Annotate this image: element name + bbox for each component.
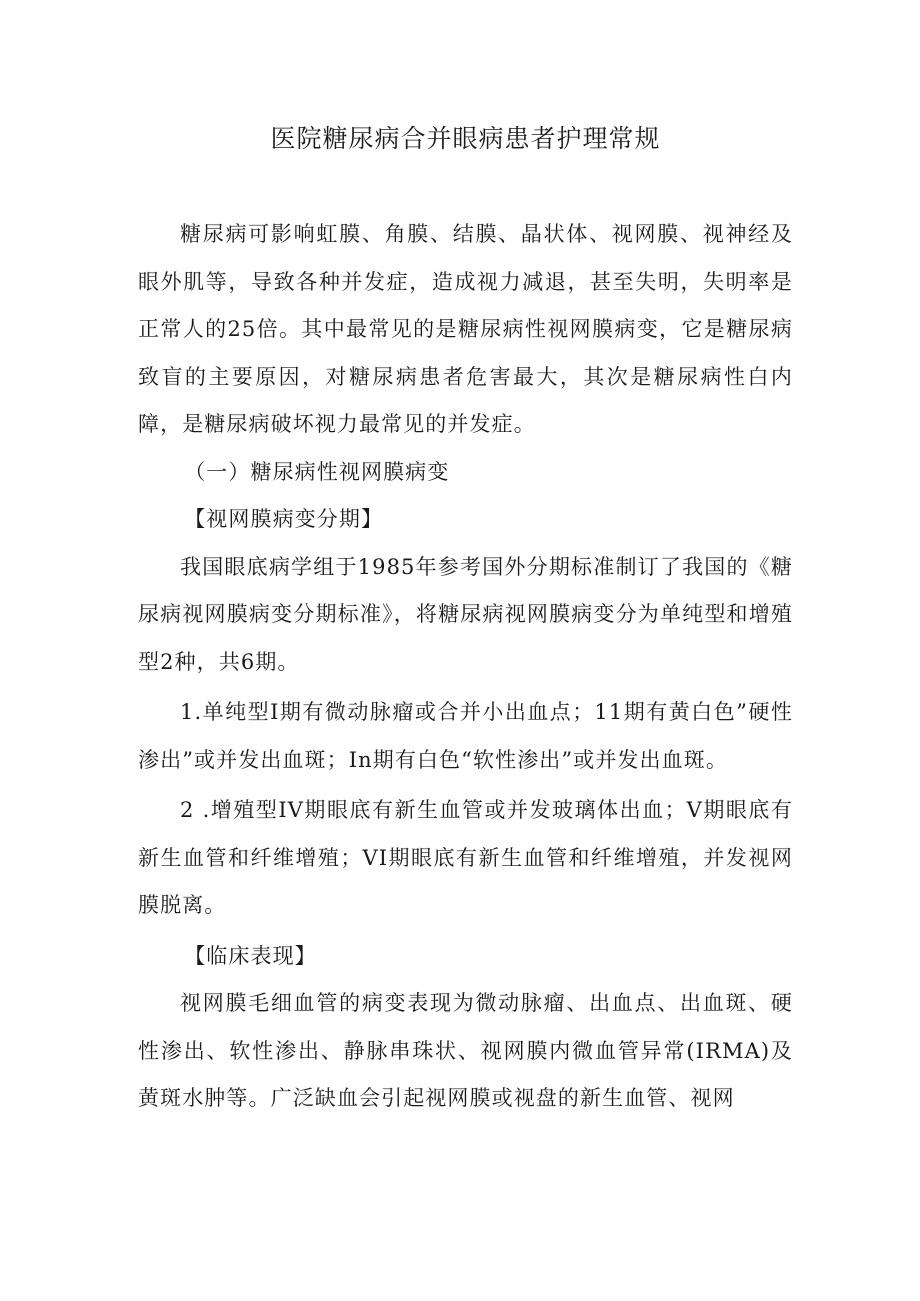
paragraph-clinical: 视网膜毛细血管的病变表现为微动脉瘤、出血点、出血斑、硬性渗出、软性渗出、静脉串珠状、视网膜内微血管异常(IRMA)及黄斑水肿等。广泛缺血会引起视网膜或视盘的新生血管、视网 xyxy=(138,991,793,1110)
subheading-staging: 【视网膜病变分期】 xyxy=(184,507,384,531)
document-body xyxy=(138,211,793,1123)
paragraph-simple-type: 1.单纯型I期有微动脉瘤或合并小出血点；11期有黄白色”硬性渗出”或并发出血斑；In期有白色“软性渗出”或并发出血斑。 xyxy=(138,700,793,772)
section-heading-retinopathy: （一）糖尿病性视网膜病变 xyxy=(184,459,450,484)
paragraph-proliferative-type: 2 .增殖型IV期眼底有新生血管或并发玻璃体出血；V期眼底有新生血管和纤维增殖；VI期眼底有新生血管和纤维增殖，并发视网膜脱离。 xyxy=(138,798,793,917)
paragraph-staging-standard: 我国眼底病学组于1985年参考国外分期标准制订了我国的《糖尿病视网膜病变分期标准》，将糖尿病视网膜病变分为单纯型和增殖型2种，共6期。 xyxy=(138,554,793,674)
paragraph-intro: 糖尿病可影响虹膜、角膜、结膜、晶状体、视网膜、视神经及眼外肌等，导致各种并发症，造成视力减退，甚至失明，失明率是正常人的25倍。其中最常见的是糖尿病性视网膜病变，它是糖尿病致盲的主要原因，对糖尿病患者危害最大，其次是糖尿病性白内障，是糖尿病破坏视力最常见的并发症。 xyxy=(138,222,793,436)
document-title: 医院糖尿病合并眼病患者护理常规 xyxy=(270,124,661,153)
subheading-clinical: 【临床表现】 xyxy=(184,943,317,968)
